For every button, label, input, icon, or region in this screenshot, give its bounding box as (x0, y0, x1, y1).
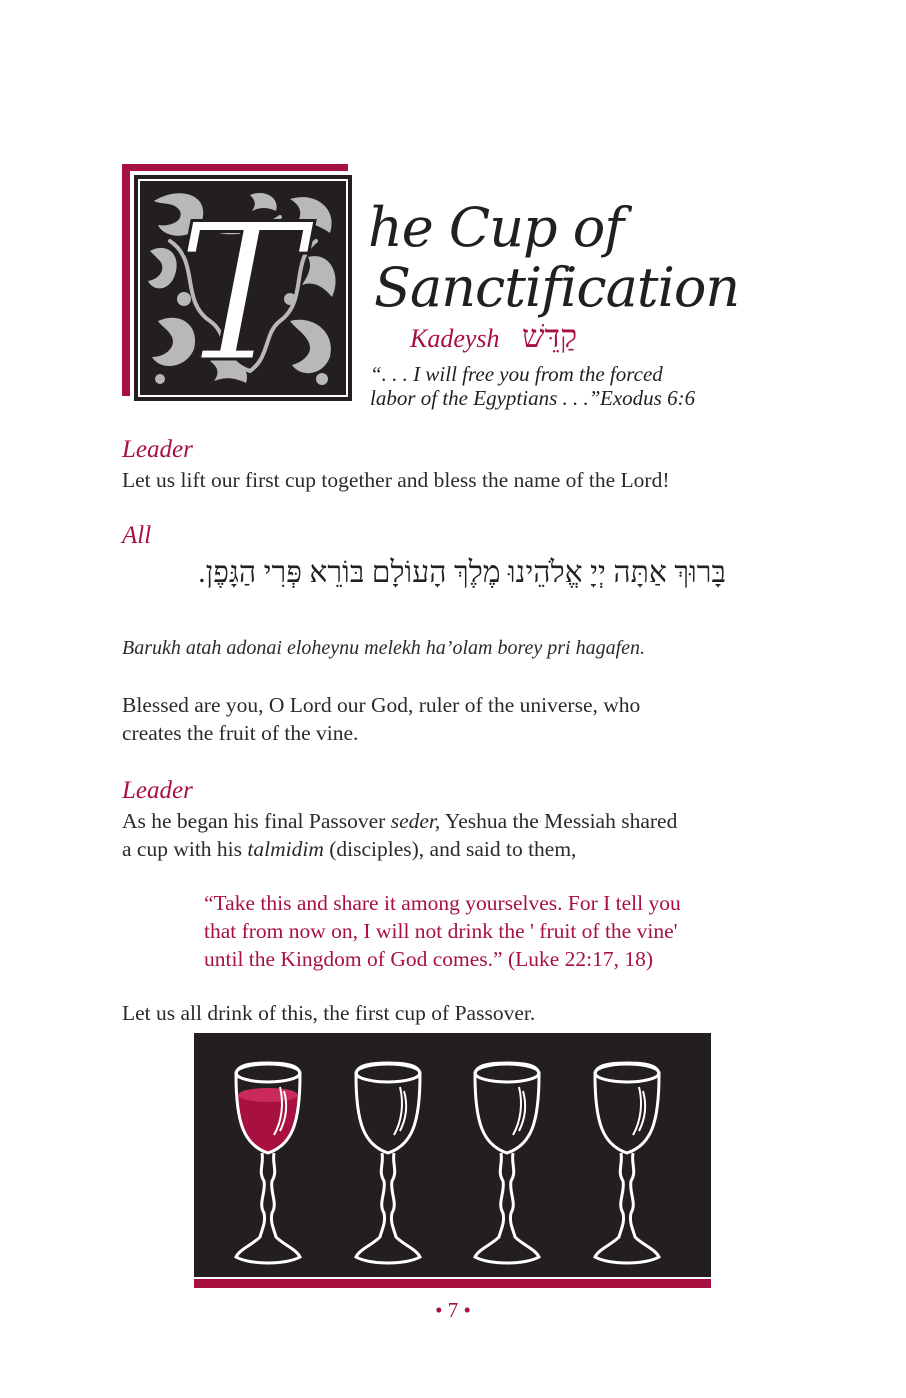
narrative-line2: a cup with his talmidim (disciples), and said to them, (122, 837, 577, 861)
epigraph-line1: “. . . I will free you from the forced (370, 362, 663, 386)
drop-cap-ornament-icon (140, 181, 346, 395)
quote-line3: until the Kingdom of God comes.” (Luke 22:17, 18) (204, 947, 654, 971)
epigraph-reference: Exodus 6:6 (600, 386, 696, 410)
cup-filled-icon (236, 1063, 300, 1263)
hebrew-blessing: בָּרוּךְ אַתָּה יְיָ אֱלֹהֵינוּ מֶלֶךְ הָעוֹלָם בּוֹרֵא פְּרִי הַגָּפֶן. (198, 556, 726, 589)
page-number: • 7 • (435, 1298, 471, 1322)
subtitle-hebrew: קַדֵּשׁ (522, 318, 578, 354)
speaker-label-leader: Leader (122, 436, 193, 463)
cup-empty-icon-2 (475, 1063, 539, 1263)
speaker-label-all: All (122, 522, 152, 549)
svg-text:T: T (176, 183, 304, 395)
blessing-transliteration: Barukh atah adonai eloheynu melekh ha’olam borey pri hagafen. (122, 637, 646, 659)
blessing-translation-line2: creates the fruit of the vine. (122, 721, 359, 745)
page-title-line1: he Cup of (368, 196, 624, 259)
blessing-translation-line1: Blessed are you, O Lord our God, ruler of the universe, who (122, 693, 641, 717)
quote-line2: that from now on, I will not drink the ' fruit of the vine' (204, 919, 678, 943)
cups-svg (194, 1033, 711, 1277)
speaker-label-leader-2: Leader (122, 777, 193, 804)
narrative-line1: As he began his final Passover seder, Yeshua the Messiah shared (122, 809, 678, 833)
illustration-accent-bar (194, 1279, 711, 1288)
scripture-quote (204, 889, 764, 973)
closing-line: Let us all drink of this, the first cup of Passover. (122, 1001, 536, 1025)
epigraph-line2: labor of the Egyptians . . .” (370, 386, 601, 410)
cups-illustration (194, 1033, 711, 1277)
quote-line1: “Take this and share it among yourselves. For I tell you (204, 891, 681, 915)
subtitle-transliteration: Kadeysh (410, 324, 500, 353)
cup-empty-icon-3 (595, 1063, 659, 1263)
page-title-line2: Sanctification (374, 256, 740, 319)
cup-empty-icon-1 (356, 1063, 420, 1263)
leader-line: Let us lift our first cup together and bless the name of the Lord! (122, 468, 670, 492)
